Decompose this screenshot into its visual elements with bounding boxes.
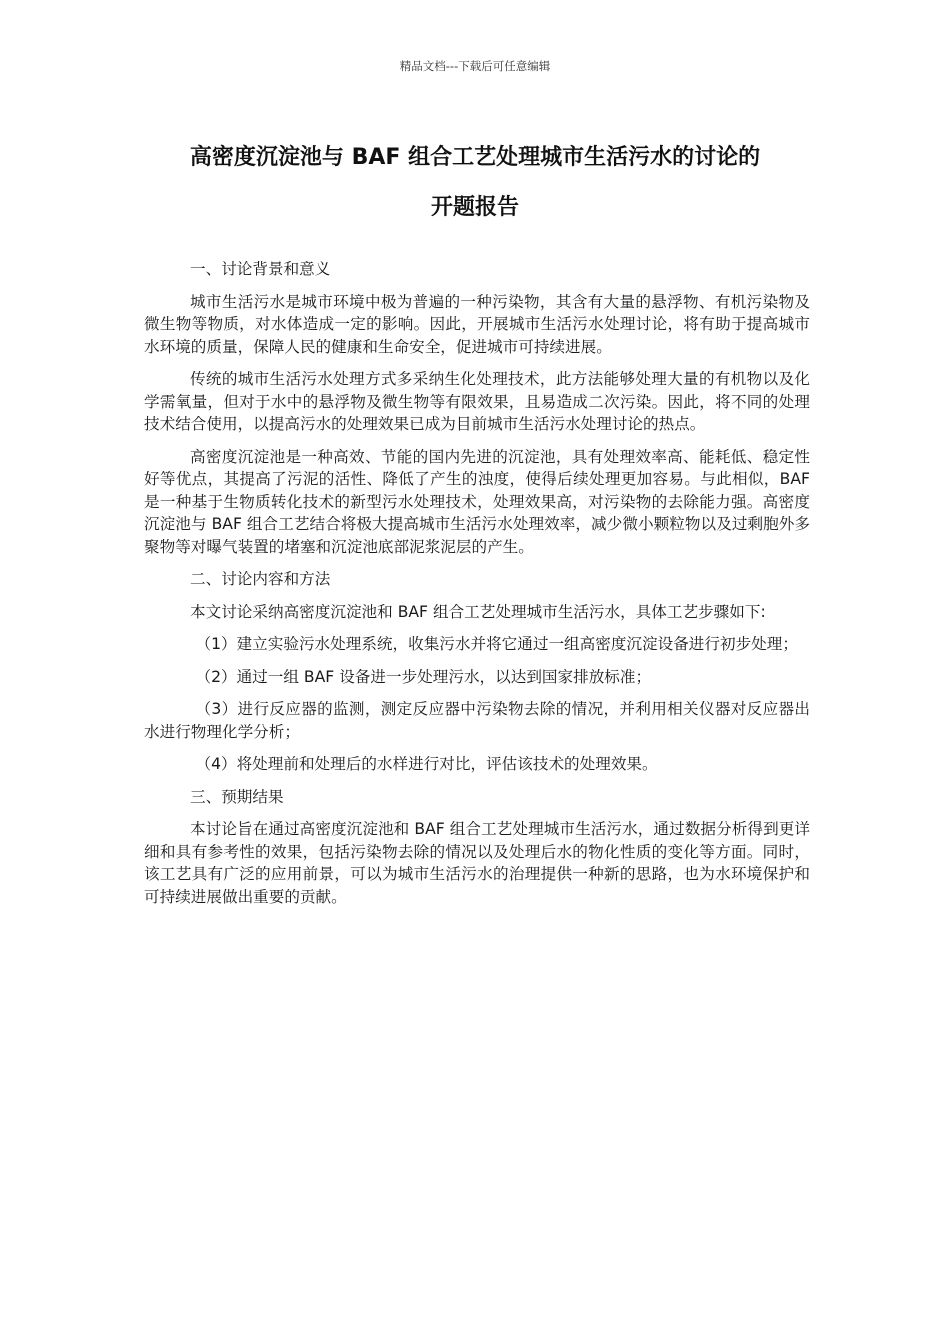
paragraph: 传统的城市生活污水处理方式多采纳生化处理技术，此方法能够处理大量的有机物以及化学需氧量，但对于水中的悬浮物及微生物等有限效果，且易造成二次污染。因此，将不同的处理技术结合使用，以提高污水的处理效果已成为目前城市生活污水处理讨论的热点。 (144, 370, 810, 433)
section-heading-methods: 二、讨论内容和方法 (190, 570, 331, 588)
section-heading-results: 三、预期结果 (190, 787, 284, 806)
method-step-3: （3）进行反应器的监测，测定反应器中污染物去除的情况，并利用相关仪器对反应器出水进行物理化学分析； (144, 700, 810, 741)
method-step-1: （1）建立实验污水处理系统，收集污水并将它通过一组高密度沉淀设备进行初步处理； (195, 635, 798, 653)
document-body (144, 258, 810, 918)
paragraph: 本文讨论采纳高密度沉淀池和 BAF 组合工艺处理城市生活污水，具体工艺步骤如下: (190, 602, 766, 621)
paragraph: 高密度沉淀池是一种高效、节能的国内先进的沉淀池，具有处理效率高、能耗低、稳定性好等优点，其提高了污泥的活性、降低了产生的浊度，使得后续处理更加容易。与此相似，BAF 是一种基于生物质转化技术的新型污水处理技术，处理效果高，对污染物的去除能力强。高密度沉淀池与 BAF 组合工艺结合将极大提高城市生活污水处理效率，减少微小颗粒物以及过剩胞外多聚物等对曝气装置的堵塞和沉淀池底部泥浆泥层的产生。 (144, 447, 810, 556)
document-title-line2: 开题报告 (430, 195, 519, 220)
method-step-4: （4）将处理前和处理后的水样进行对比，评估该技术的处理效果。 (195, 755, 658, 773)
paragraph: 本讨论旨在通过高密度沉淀池和 BAF 组合工艺处理城市生活污水，通过数据分析得到更详细和具有参考性的效果，包括污染物去除的情况以及处理后水的物化性质的变化等方面。同时，该工艺具有广泛的应用前景，可以为城市生活污水的治理提供一种新的思路，也为水环境保护和可持续进展做出重要的贡献。 (144, 820, 810, 906)
page-header-note: 精品文档---下载后可任意编辑 (399, 59, 551, 73)
document-title-line1: 高密度沉淀池与 BAF 组合工艺处理城市生活污水的讨论的 (189, 145, 761, 170)
method-step-2: （2）通过一组 BAF 设备进一步处理污水，以达到国家排放标准； (195, 667, 652, 686)
paragraph: 城市生活污水是城市环境中极为普遍的一种污染物，其含有大量的悬浮物、有机污染物及微生物等物质，对水体造成一定的影响。因此，开展城市生活污水处理讨论，将有助于提高城市水环境的质量，保障人民的健康和生命安全，促进城市可持续进展。 (144, 292, 810, 356)
section-heading-background: 一、讨论背景和意义 (190, 260, 331, 278)
